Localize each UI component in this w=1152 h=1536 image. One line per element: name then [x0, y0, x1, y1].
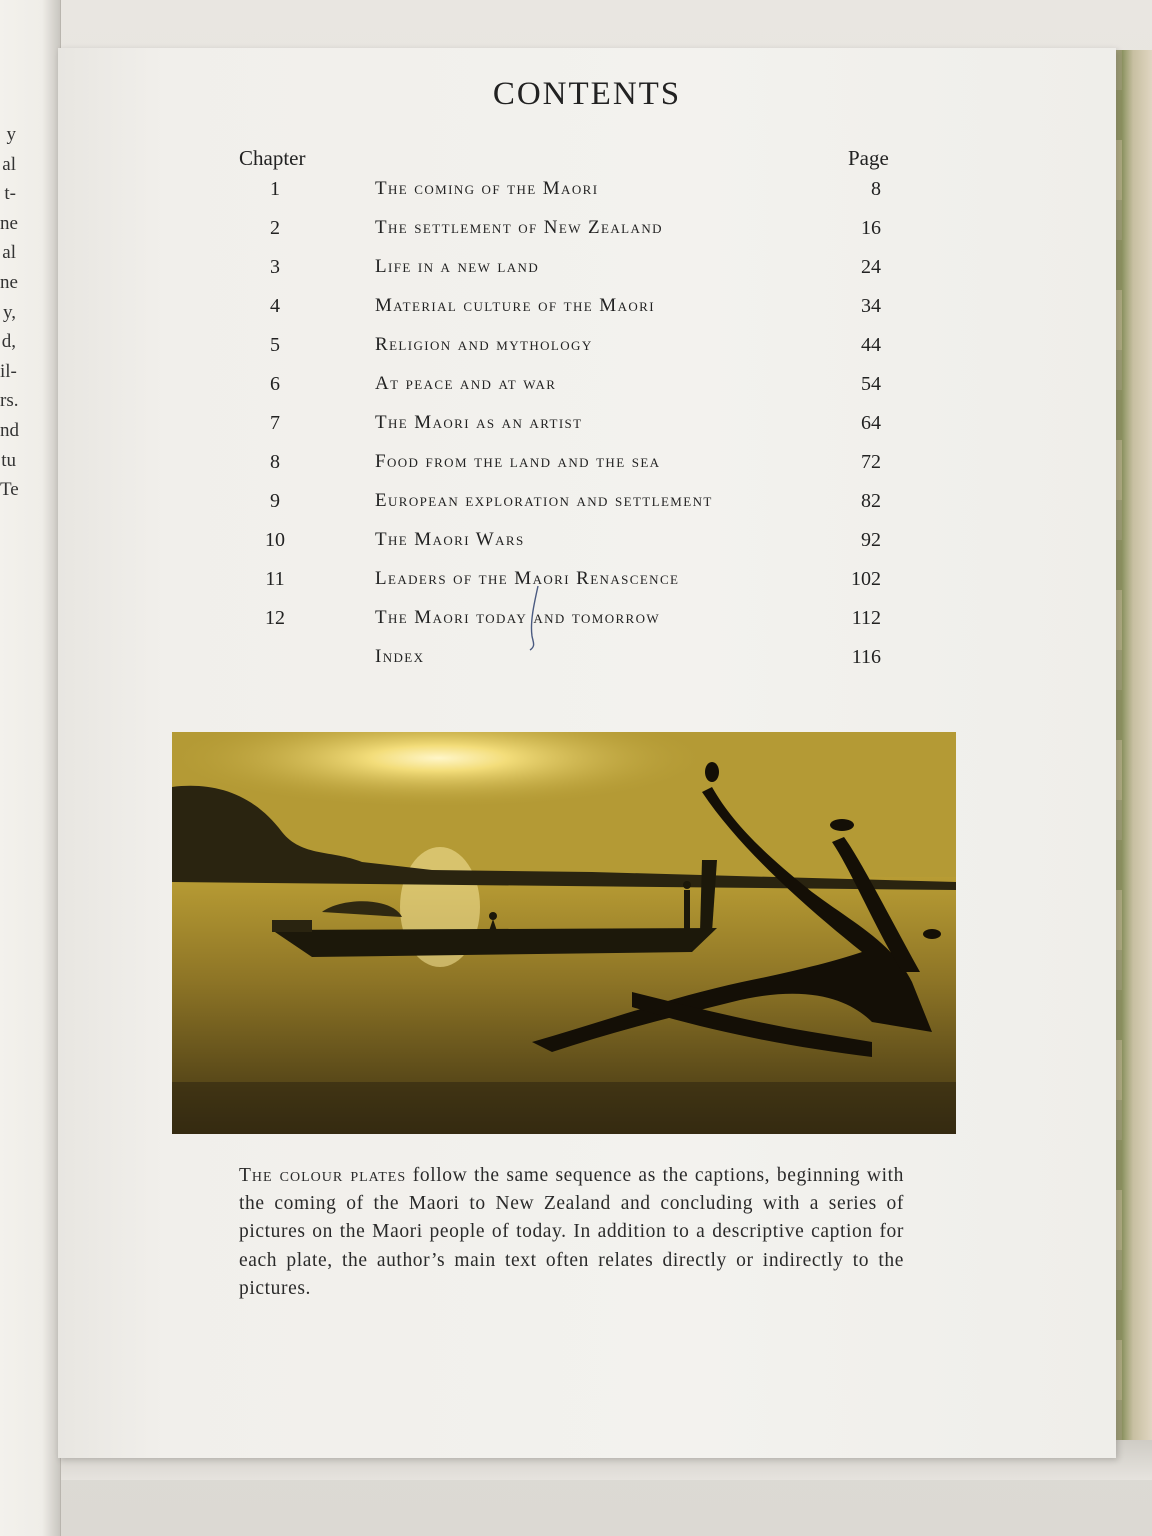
toc-chapter-title: European exploration and settlement: [375, 490, 713, 511]
left-page-fragment: al: [2, 242, 16, 264]
left-page-fragment: rs.: [0, 390, 19, 412]
toc-chapter-title: The Maori today and tomorrow: [375, 607, 661, 628]
toc-chapter-title: Religion and mythology: [375, 334, 593, 355]
toc-chapter-title: Food from the land and the sea: [375, 451, 661, 472]
toc-entry: [58, 646, 1116, 676]
left-page-fragment: ne: [0, 271, 18, 293]
toc-chapter-number: 8: [270, 451, 280, 473]
toc-chapter-number: 12: [265, 607, 285, 629]
toc-chapter-title: The coming of the Maori: [375, 178, 599, 199]
left-page-fragment: il-: [0, 360, 17, 382]
toc-chapter-title: Leaders of the Maori Renascence: [375, 568, 680, 589]
toc-page-number: 72: [861, 451, 881, 473]
toc-entry: [58, 529, 1116, 559]
toc-chapter-number: 2: [270, 217, 280, 239]
toc-entry: [58, 334, 1116, 364]
left-page-fragment: d,: [1, 331, 16, 353]
left-page-text-fragments: [0, 120, 19, 505]
page-column-header: Page: [848, 146, 889, 170]
toc-chapter-number: 6: [270, 373, 280, 395]
left-page-fragment: nd: [0, 419, 19, 441]
left-page-fragment: y: [6, 124, 16, 145]
toc-chapter-title: Life in a new land: [375, 256, 540, 277]
toc-chapter-title: At peace and at war: [375, 373, 557, 394]
toc-page-number: 24: [861, 256, 881, 278]
pen-mark-icon: [524, 584, 554, 654]
toc-entry: [58, 256, 1116, 286]
toc-entry: [58, 490, 1116, 520]
toc-entry: [58, 451, 1116, 481]
toc-chapter-number: 3: [270, 256, 280, 278]
toc-page-number: 64: [861, 412, 881, 434]
toc-chapter-number: 5: [270, 334, 280, 356]
toc-page-number: 44: [861, 334, 881, 356]
left-page-fragment: tu: [1, 449, 16, 471]
left-page-fragment: al: [2, 153, 16, 175]
toc-chapter-number: 9: [270, 490, 280, 512]
toc-chapter-title: Material culture of the Maori: [375, 295, 655, 316]
toc-chapter-number: 4: [270, 295, 280, 317]
caption-text: follow the same sequence as the captions, beginning with the coming of the Maori to New Zealand and concluding with a series of pictures on the Maori people of today. In addition to a descriptive caption for each plate, the author’s main text often relates directly or indirectly to the pictures.: [239, 1165, 904, 1299]
left-page-fragment: Te: [0, 479, 19, 501]
toc-page-number: 8: [871, 178, 881, 200]
photo-illustration: [172, 732, 956, 1134]
toc-chapter-title: The Maori Wars: [375, 529, 525, 550]
toc-page-number: 54: [861, 373, 881, 395]
chapter-column-header: Chapter: [239, 146, 306, 170]
toc-entry: [58, 412, 1116, 442]
toc-entry: [58, 295, 1116, 325]
toc-page-number: 16: [861, 217, 881, 239]
sunset-canoe-photo: [172, 732, 956, 1134]
left-page-fragment: ne: [0, 212, 18, 234]
page-title: CONTENTS: [492, 76, 682, 112]
toc-page-number: 112: [851, 607, 881, 629]
toc-chapter-number: 10: [265, 529, 285, 551]
toc-chapter-title: The settlement of New Zealand: [375, 217, 663, 238]
toc-page-number: 116: [851, 646, 881, 668]
toc-entry: [58, 178, 1116, 208]
toc-entry: [58, 607, 1116, 637]
toc-chapter-number: 7: [270, 412, 280, 434]
toc-entry: [58, 217, 1116, 247]
left-facing-page: [0, 0, 61, 1536]
toc-page-number: 102: [851, 568, 881, 590]
toc-entry: [58, 373, 1116, 403]
toc-chapter-title: The Maori as an artist: [375, 412, 583, 433]
contents-page: [58, 48, 1116, 1458]
left-page-fragment: y,: [2, 301, 16, 323]
toc-page-number: 82: [861, 490, 881, 512]
toc-page-number: 92: [861, 529, 881, 551]
toc-chapter-number: 1: [270, 178, 280, 200]
left-page-fragment: t-: [4, 183, 16, 205]
photo-caption: [239, 1162, 904, 1303]
toc-page-number: 34: [861, 295, 881, 317]
caption-lead: The colour plates: [239, 1165, 407, 1186]
toc-chapter-title: Index: [375, 646, 425, 667]
toc-entry: [58, 568, 1116, 598]
toc-chapter-number: 11: [265, 568, 285, 590]
